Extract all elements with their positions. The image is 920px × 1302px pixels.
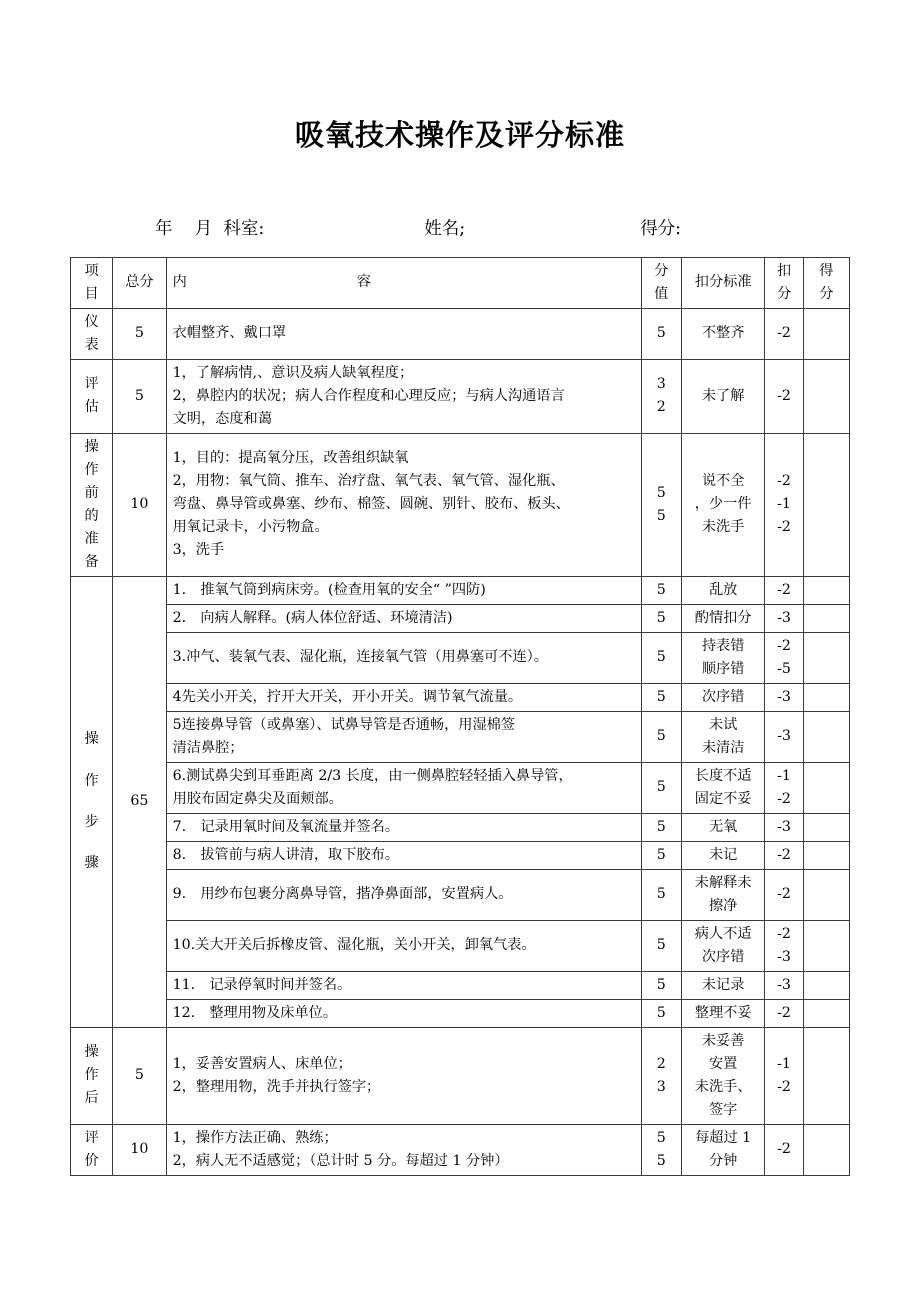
row-obtained-score[interactable] xyxy=(803,711,849,762)
row-standard: 乱放 xyxy=(681,576,765,604)
meta-name: 姓名; xyxy=(424,218,466,239)
row-standard: 整理不妥 xyxy=(681,999,765,1027)
header-item: 项 目 xyxy=(71,257,113,308)
row-value: 5 xyxy=(641,632,681,683)
row-standard: 未了解 xyxy=(681,359,765,433)
section-total-score: 10 xyxy=(113,433,166,576)
row-content: 7. 记录用氧时间及氧流量并签名。 xyxy=(166,813,641,841)
row-standard: 未解释未 擦净 xyxy=(681,869,765,920)
row-content: 12. 整理用物及床单位。 xyxy=(166,999,641,1027)
row-deduction: -2 -1 -2 xyxy=(765,433,803,576)
row-value: 5 xyxy=(641,869,681,920)
row-value: 5 5 xyxy=(641,433,681,576)
row-obtained-score[interactable] xyxy=(803,841,849,869)
row-obtained-score[interactable] xyxy=(803,1027,849,1124)
row-content: 1. 推氧气筒到病床旁。(检查用氧的安全“ ”四防) xyxy=(166,576,641,604)
row-content: 6.测试鼻尖到耳垂距离 2/3 长度，由一侧鼻腔轻轻插入鼻导管， 用胶布固定鼻尖及面颊部。 xyxy=(166,762,641,813)
row-obtained-score[interactable] xyxy=(803,604,849,632)
row-obtained-score[interactable] xyxy=(803,308,849,359)
row-obtained-score[interactable] xyxy=(803,1124,849,1175)
row-deduction: -2 xyxy=(765,576,803,604)
row-content: 1，操作方法正确、熟练； 2，病人无不适感觉；（总计时 5 分。每超过 1 分钟） xyxy=(166,1124,641,1175)
table-row xyxy=(71,576,850,604)
row-value: 5 xyxy=(641,971,681,999)
row-deduction: -3 xyxy=(765,813,803,841)
row-standard: 未记 xyxy=(681,841,765,869)
table-row xyxy=(71,632,850,683)
row-deduction: -1 -2 xyxy=(765,1027,803,1124)
header-obtained: 得 分 xyxy=(803,257,849,308)
row-content: 2. 向病人解释。(病人体位舒适、环境清洁) xyxy=(166,604,641,632)
header-content: 内 容 xyxy=(166,257,641,308)
row-standard: 长度不适 固定不妥 xyxy=(681,762,765,813)
table-row xyxy=(71,762,850,813)
row-deduction: -3 xyxy=(765,683,803,711)
table-row xyxy=(71,971,850,999)
row-deduction: -2 xyxy=(765,359,803,433)
row-deduction: -2 xyxy=(765,869,803,920)
row-content: 衣帽整齐、戴口罩 xyxy=(166,308,641,359)
row-value: 5 xyxy=(641,711,681,762)
row-value: 5 xyxy=(641,999,681,1027)
table-row xyxy=(71,841,850,869)
section-item-label: 操 作 步 骤 xyxy=(71,576,113,1027)
row-obtained-score[interactable] xyxy=(803,920,849,971)
meta-date-department: 年 月 科室: xyxy=(155,218,265,239)
row-content: 1，目的：提高氧分压，改善组织缺氧 2，用物：氧气筒、推车、治疗盘、氧气表、氧气管、湿化瓶、 弯盘、鼻导管或鼻塞、纱布、棉签、圆碗、别针、胶布、板头、 用氧记录卡，小污物盒。 3，洗手 xyxy=(166,433,641,576)
row-deduction: -3 xyxy=(765,971,803,999)
row-deduction: -1 -2 xyxy=(765,762,803,813)
row-standard: 未记录 xyxy=(681,971,765,999)
section-total-score: 5 xyxy=(113,1027,166,1124)
row-standard: 说不全 ，少一件 未洗手 xyxy=(681,433,765,576)
row-standard: 不整齐 xyxy=(681,308,765,359)
row-value: 2 3 xyxy=(641,1027,681,1124)
row-standard: 病人不适 次序错 xyxy=(681,920,765,971)
section-item-label: 操 作 前 的 准 备 xyxy=(71,433,113,576)
row-standard: 酌情扣分 xyxy=(681,604,765,632)
row-obtained-score[interactable] xyxy=(803,359,849,433)
row-obtained-score[interactable] xyxy=(803,762,849,813)
table-row xyxy=(71,813,850,841)
header-value: 分 值 xyxy=(641,257,681,308)
row-value: 5 5 xyxy=(641,1124,681,1175)
row-value: 5 xyxy=(641,813,681,841)
section-item-label: 评 价 xyxy=(71,1124,113,1175)
row-value: 5 xyxy=(641,604,681,632)
table-row xyxy=(71,308,850,359)
grading-table xyxy=(70,257,850,1176)
table-header-row xyxy=(71,257,850,308)
header-total: 总分 xyxy=(113,257,166,308)
row-standard: 持表错 顺序错 xyxy=(681,632,765,683)
table-row xyxy=(71,869,850,920)
table-row xyxy=(71,711,850,762)
row-standard: 每超过 1 分钟 xyxy=(681,1124,765,1175)
table-row xyxy=(71,999,850,1027)
row-standard: 无氧 xyxy=(681,813,765,841)
table-row xyxy=(71,683,850,711)
section-total-score: 65 xyxy=(113,576,166,1027)
section-item-label: 评 估 xyxy=(71,359,113,433)
header-deduction: 扣 分 xyxy=(765,257,803,308)
section-item-label: 操 作 后 xyxy=(71,1027,113,1124)
table-row xyxy=(71,433,850,576)
row-content: 5连接鼻导管（或鼻塞）、试鼻导管是否通畅，用湿棉签 清洁鼻腔； xyxy=(166,711,641,762)
row-deduction: -2 xyxy=(765,308,803,359)
row-deduction: -3 xyxy=(765,711,803,762)
row-content: 9. 用纱布包裹分离鼻导管，揩净鼻面部，安置病人。 xyxy=(166,869,641,920)
table-row xyxy=(71,359,850,433)
row-obtained-score[interactable] xyxy=(803,971,849,999)
row-content: 4先关小开关，拧开大开关，开小开关。调节氧气流量。 xyxy=(166,683,641,711)
row-value: 5 xyxy=(641,308,681,359)
section-total-score: 10 xyxy=(113,1124,166,1175)
row-obtained-score[interactable] xyxy=(803,632,849,683)
row-value: 5 xyxy=(641,762,681,813)
row-obtained-score[interactable] xyxy=(803,999,849,1027)
table-row xyxy=(71,1027,850,1124)
row-obtained-score[interactable] xyxy=(803,869,849,920)
row-obtained-score[interactable] xyxy=(803,683,849,711)
row-obtained-score[interactable] xyxy=(803,433,849,576)
row-obtained-score[interactable] xyxy=(803,813,849,841)
row-deduction: -2 xyxy=(765,1124,803,1175)
row-obtained-score[interactable] xyxy=(803,576,849,604)
row-value: 5 xyxy=(641,841,681,869)
row-deduction: -2 -5 xyxy=(765,632,803,683)
row-standard: 未试 未清洁 xyxy=(681,711,765,762)
row-value: 5 xyxy=(641,576,681,604)
row-value: 5 xyxy=(641,683,681,711)
row-value: 3 2 xyxy=(641,359,681,433)
row-deduction: -2 -3 xyxy=(765,920,803,971)
row-deduction: -2 xyxy=(765,841,803,869)
row-content: 11. 记录停氧时间并签名。 xyxy=(166,971,641,999)
section-item-label: 仪 表 xyxy=(71,308,113,359)
table-row xyxy=(71,920,850,971)
row-content: 1，了解病情,、意识及病人缺氧程度； 2，鼻腔内的状况；病人合作程度和心理反应；与病人沟通语言 文明，态度和蔼 xyxy=(166,359,641,433)
page-title: 吸氧技术操作及评分标准 xyxy=(294,118,625,152)
section-total-score: 5 xyxy=(113,308,166,359)
row-standard: 未妥善 安置 未洗手、 签字 xyxy=(681,1027,765,1124)
row-value: 5 xyxy=(641,920,681,971)
row-content: 10.关大开关后拆橡皮管、湿化瓶，关小开关，卸氧气表。 xyxy=(166,920,641,971)
table-row xyxy=(71,604,850,632)
row-content: 8. 拔管前与病人讲清，取下胶布。 xyxy=(166,841,641,869)
section-total-score: 5 xyxy=(113,359,166,433)
row-deduction: -2 xyxy=(765,999,803,1027)
document-meta-line xyxy=(70,215,850,241)
row-content: 1，妥善安置病人、床单位； 2，整理用物，洗手并执行签字； xyxy=(166,1027,641,1124)
row-standard: 次序错 xyxy=(681,683,765,711)
row-deduction: -3 xyxy=(765,604,803,632)
table-row xyxy=(71,1124,850,1175)
row-content: 3.冲气、装氧气表、湿化瓶，连接氧气管（用鼻塞可不连）。 xyxy=(166,632,641,683)
meta-score: 得分: xyxy=(640,218,682,239)
header-standard: 扣分标准 xyxy=(681,257,765,308)
